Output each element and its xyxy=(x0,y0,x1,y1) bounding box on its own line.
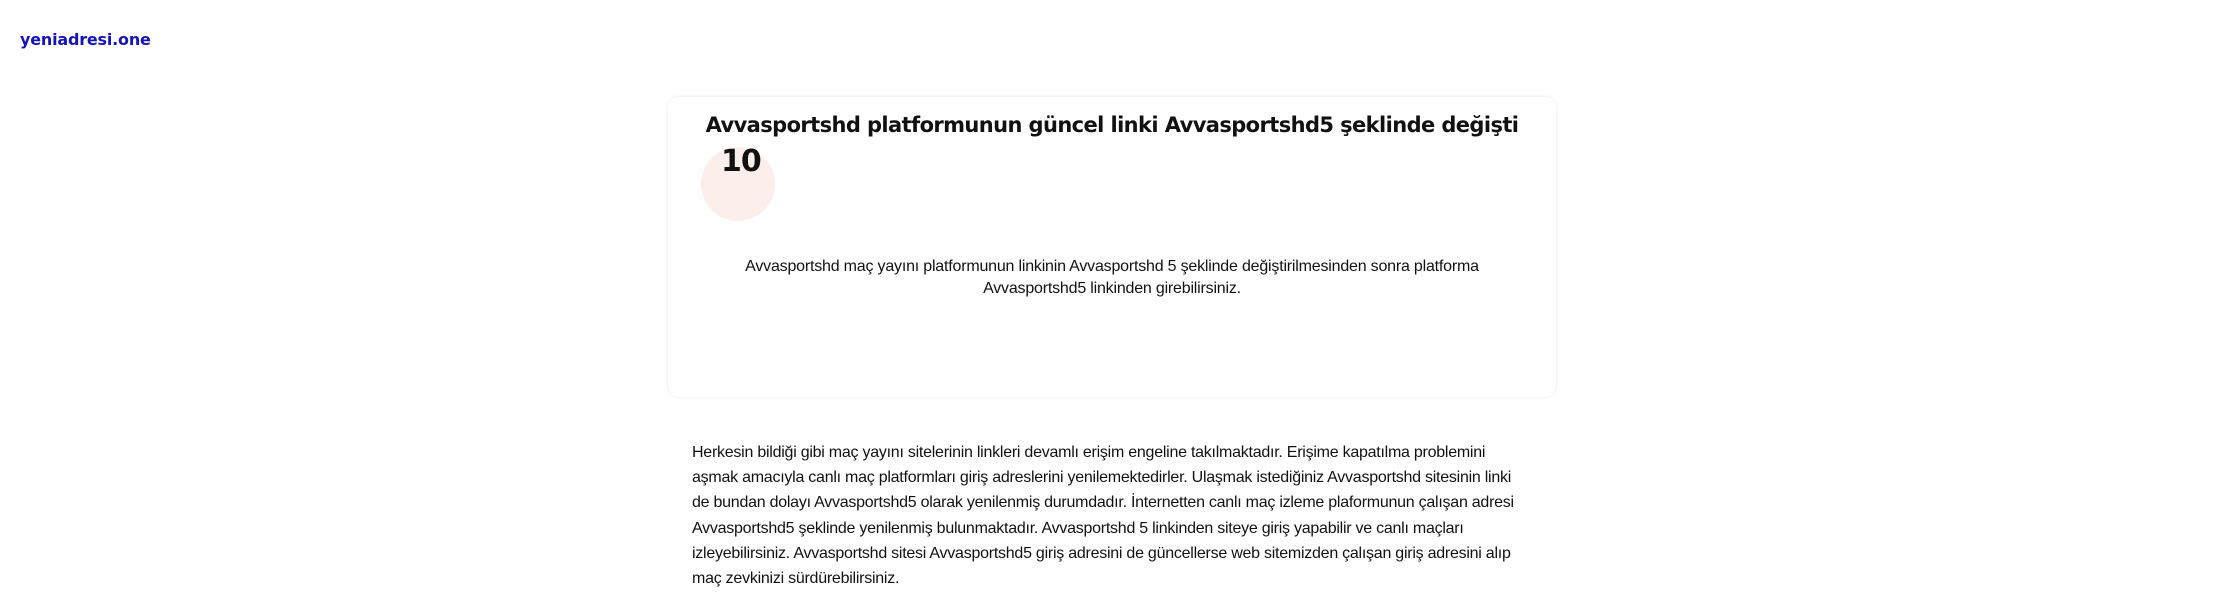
card-summary: Avvasportshd maç yayını platformunun linkinin Avvasportshd 5 şeklinde değiştirilmesinden sonra platforma Avvasportshd5 linkinden girebilirsiniz. xyxy=(745,258,1479,297)
site-logo-link[interactable]: yeniadresi.one xyxy=(20,30,151,49)
card-title: Avvasportshd platformunun güncel linki Avvasportshd5 şeklinde değişti xyxy=(705,113,1519,137)
featured-card xyxy=(667,96,1557,398)
site-header xyxy=(20,30,151,54)
article-body: Herkesin bildiği gibi maç yayını sitelerinin linkleri devamlı erişim engeline takılmaktadır. Erişime kapatılma problemini aşmak amacıyla canlı maç platformları giriş adreslerini yenilemektedirler. Ulaşmak istediğiniz Avvasportshd sitesinin linki de bundan dolayı Avvasportshd5 olarak yenilenmiş durumdadır. İnternetten canlı maç izleme plaformunun çalışan adresi Avvasportshd5 şeklinde yenilenmiş bulunmaktadır. Avvasportshd 5 linkinden siteye giriş yapabilir ve canlı maçları izleyebilirsiniz. Avvasportshd sitesi Avvasportshd5 giriş adresini de güncellerse web sitemizden çalışan giriş adresini alıp maç zevkinizi sürdürebilirsiniz. xyxy=(692,444,1514,588)
score-badge-number: 10 xyxy=(721,144,761,179)
